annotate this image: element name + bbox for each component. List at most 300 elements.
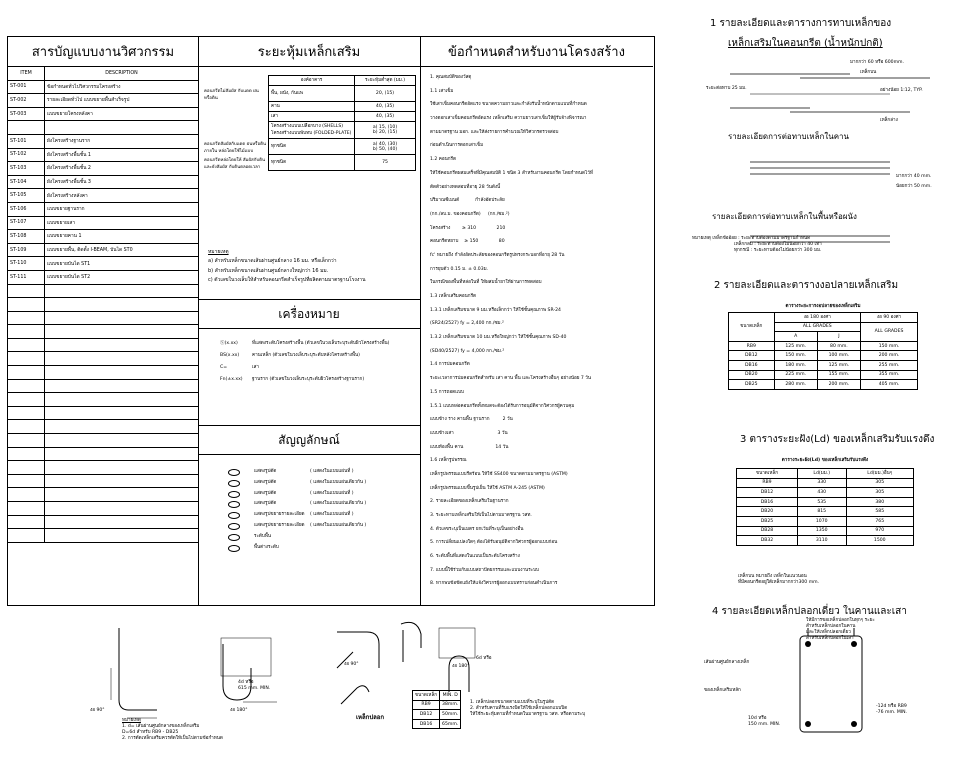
legend-desc: แสดงรูปตัด (254, 501, 277, 507)
symbol-desc: คานเหล็ก (ตัวเลขในวงเล็บระบุระดับหลังโครงสร้างพื้น) (252, 353, 360, 358)
spec-line: 5. การเปลี่ยนแปลงใดๆ ต้องได้รับอนุมัติจากวิศวกรผู้ออกแบบก่อน (430, 540, 558, 546)
legend-row (228, 469, 414, 476)
s4-label-j: -76 mm. MIN. (876, 710, 908, 715)
cover-value: 20, (15) (355, 86, 416, 102)
spec-line: 1.3 เหล็กเสริมคอนกรีต (430, 294, 477, 299)
spec-line: วางตอกเสาเข็มคอนกรีตอัดแรง เหล็กเสริม ความยาวเสาเข็มให้ผู้รับจ้างพิจารณา (430, 116, 587, 122)
spec-line: 1.3.1 เหล็กเสริมขนาด 9 มม.หรือเล็กกว่า ให้ใช้ชั้นคุณภาพ SR-24 (430, 307, 561, 313)
s3-cell-v2: 305 (846, 488, 913, 498)
register-empty-cell (8, 366, 45, 380)
splice-beam-detail (750, 162, 890, 174)
symbol-desc: เสา (252, 365, 259, 370)
s2-h-j: J (817, 332, 860, 342)
s4-label-f: ของเหล็กเสริมหลัก (704, 688, 741, 693)
register-desc: แบบขยายบันได ST1 (45, 257, 199, 271)
cover-row (202, 122, 416, 139)
spec-line: 1.5 การถอดแบบ (430, 389, 464, 395)
cover-value: 40, (35) (355, 102, 416, 112)
s3-table (736, 468, 914, 546)
s1-title-b: เหล็กเสริมในคอนกรีต (น้ำหนักปกติ) (728, 38, 883, 49)
cover-part: พื้น, ผนัง, ก้นแพ (269, 86, 355, 102)
register-col-desc: DESCRIPTION (45, 67, 199, 80)
min-value: 65mm. (440, 719, 461, 729)
register-empty-row (8, 338, 198, 352)
min-h1: ขนาดเหล็ก (413, 691, 440, 701)
register-empty-row (8, 298, 198, 312)
register-desc: แบบขยายฐานราก (45, 202, 199, 216)
register-title: สารบัญแบบงานวิศวกรรม (8, 37, 198, 67)
s1-label-1: มากกว่า 60 หรือ 600mm. (850, 60, 904, 65)
register-row (8, 202, 198, 216)
s3-caption: ตารางระยะฝัง(Ld) ของเหล็กเสริมรับแรงดึง (781, 458, 869, 463)
specs-title: ข้อกำหนดสำหรับงานโครงสร้าง (420, 37, 653, 67)
s3-cell-v1: 330 (797, 478, 846, 488)
hook-note: D=6d สำหรับ RB9 - DB25 (122, 730, 179, 735)
spec-line: 7. แบบนี้ใช้ร่วมกับแบบสถาปัตยกรรมและแบบงานระบบ (430, 567, 539, 573)
spec-line: ระยะเวลาการบ่มคอนกรีตสำหรับ เสา คาน พื้น และโครงสร้างอื่นๆ อย่างน้อย 7 วัน (430, 376, 592, 382)
register-item: ST-002 (8, 94, 45, 108)
register-desc: แบบขยายโครงหลังคา (45, 107, 199, 121)
register-empty-row (8, 515, 198, 529)
legend-desc: แสดงรูปตัด (254, 469, 277, 474)
min-d-table (412, 690, 461, 729)
register-row (8, 162, 198, 176)
s3-cell-bar: DB32 (737, 536, 798, 546)
hook-note: 1. d= เส้นผ่านศูนย์กลางของเหล็กเสริม (122, 724, 200, 729)
s3-row (737, 536, 914, 546)
min-value: 38mm. (440, 700, 461, 710)
register-empty-cell (45, 352, 199, 366)
register-item: ST-003 (8, 107, 45, 121)
cover-group (202, 102, 269, 112)
register-empty-row (8, 502, 198, 516)
cover-notes-title: หมายเหตุ (208, 249, 229, 255)
s2-row (729, 360, 918, 370)
legend-desc: แสดงรูปขยายรายละเอียด (254, 522, 305, 528)
register-empty-cell (8, 515, 45, 529)
dim-4d: 4d หรือ (238, 680, 254, 685)
register-empty-row (8, 434, 198, 448)
cover-group: คอนกรีตไม่สัมผัส กับแดด ฝนหรือดิน (204, 88, 259, 101)
spec-line: ใช้เสาเข็มคอนกรีตอัดแรง ขนาดความยาวและกำลังรับน้ำหนักตามแบบที่กำหนด (430, 102, 587, 108)
hook-90b-detail (337, 632, 379, 704)
dim-6d: 6d หรือ (476, 656, 492, 661)
register-row (8, 230, 198, 244)
s1-notes (692, 236, 952, 254)
spliced-label: เหล็กปลอก (356, 714, 385, 721)
s3-row (737, 488, 914, 498)
register-row (8, 134, 198, 148)
spec-line: ตัดตัวอย่างทดสอบที่อายุ 28 วันดังนี้ (430, 184, 501, 190)
register-empty-cell (45, 366, 199, 380)
register-item: ST-108 (8, 230, 45, 244)
s2-cell-j: 100 mm. (817, 351, 860, 361)
s2-caption: ตารางระยะการงอปลายของเหล็กเสริม (785, 304, 861, 309)
s3-h-c2: Ld(มม.)อื่นๆ (846, 469, 913, 479)
spec-line: 3. ระยะทาบเหล็กเสริมให้เป็นไปตามมาตรฐาน วสท. (430, 513, 532, 518)
spec-line: fc' หมายถึง กำลังอัดประลัยของคอนกรีตรูปทรงกระบอกที่อายุ 28 วัน (430, 252, 565, 258)
register-empty-cell (45, 488, 199, 502)
s3-cell-bar: DB16 (737, 497, 798, 507)
legend-row (228, 523, 414, 530)
s2-row (729, 351, 918, 361)
spec-line: 1.4 การบ่มคอนกรีต (430, 362, 470, 368)
cover-row (202, 139, 416, 155)
hook-details-drawing (7, 608, 647, 758)
s1-label-6: มากกว่า 40 mm. (896, 174, 932, 179)
register-row (8, 175, 198, 189)
register-empty-row (8, 393, 198, 407)
s2-cell-bar: DB12 (729, 351, 775, 361)
register-desc: รายละเอียดทั่วไป แบบขยายพื้นสำเร็จรูป (45, 94, 199, 108)
register-empty-cell (8, 434, 45, 448)
min-bar: RB9 (413, 700, 440, 710)
register-item: ST-101 (8, 134, 45, 148)
register-row (8, 243, 198, 257)
s2-cell-a: 125 mm. (774, 341, 817, 351)
register-desc: ผังโครงสร้างหลังคา (45, 189, 199, 203)
specs-column (420, 37, 653, 605)
register-row (8, 148, 198, 162)
s2-cell-j: 80 mm. (817, 341, 860, 351)
cover-value: 40, (35) (355, 112, 416, 122)
spec-line: คอนกรีตหยาบ ≥ 150 80 (430, 239, 505, 245)
s1-sub-beam: รายละเอียดการต่อทาบเหล็กในคาน (728, 132, 850, 141)
s3-cell-bar: DB28 (737, 526, 798, 536)
s4-label-e: เส้นผ่านศูนย์กลางเหล็ก (704, 660, 750, 665)
s3-cell-v2: 765 (846, 516, 913, 526)
spec-line: 2. รายละเอียดของเหล็กเสริมในฐานราก (430, 499, 509, 505)
register-empty-row (8, 488, 198, 502)
spec-line: 1.3.2 เหล็กเสริมขนาด 10 มม.หรือใหญ่กว่า ให้ใช้ชั้นคุณภาพ SD-40 (430, 335, 567, 341)
register-empty-cell (45, 447, 199, 461)
register-empty-cell (8, 284, 45, 298)
spec-line: 1. คุณสมบัติของวัสดุ (430, 75, 472, 80)
s1-label-3: ระยะต่อทาบ 25 มม. (706, 86, 747, 91)
register-desc: แบบขยายเสา (45, 216, 199, 230)
symbol-glyph: Ⓢ(x.xx) (220, 341, 238, 346)
cover-value: 75 (355, 155, 416, 171)
spec-line: (กก./ลบ.ม. ของคอนกรีต) (กก./ซม.²) (430, 211, 510, 217)
symbol-row (220, 377, 416, 383)
s3-cell-bar: RB9 (737, 478, 798, 488)
register-empty-cell (45, 298, 199, 312)
hook-notes-title: หมายเหตุ (122, 718, 141, 723)
s2-cell-j: 125 mm. (817, 360, 860, 370)
spec-line: ปริมาณซีเมนต์ กำลังอัดประลัย (430, 198, 505, 204)
s2-cell-g90: 355 mm. (861, 370, 918, 380)
register-empty-cell (8, 529, 45, 543)
s4-label-g: 10d หรือ (748, 716, 767, 721)
symbol-desc: ฐานราก (ตัวเลขในวงเล็บระบุระดับผิวโครงสร้างฐานราก) (252, 377, 365, 382)
s1-label-4: อย่างน้อย 1:12, TYP. (880, 88, 923, 93)
specs-list (430, 75, 648, 595)
s2-h-all-2: ALL GRADES (861, 322, 918, 341)
spec-line: 1.6 เหล็กรูปพรรณ (430, 458, 467, 464)
legend-row (228, 512, 414, 519)
s2-row (729, 341, 918, 351)
legend-ref: ( แสดงในแบบแผ่นเดียวกัน ) (310, 501, 367, 507)
s4-label-i: -12d หรือ RB9 (876, 704, 907, 709)
s3-cell-v2: 305 (846, 478, 913, 488)
hook90-label: งอ 90° (90, 708, 105, 713)
register-empty-cell (8, 338, 45, 352)
min-bar: DB12 (413, 710, 440, 720)
cover-note: a) สำหรับเหล็กขนาดเส้นผ่านศูนย์กลาง 16 มม. หรือเล็กกว่า (208, 258, 337, 265)
legend-ref: ( แสดงในแบบแผ่นที่ ) (310, 469, 354, 474)
symbol-glyph: Fn(±x.xx) (220, 377, 243, 382)
s2-cell-a: 280 mm. (774, 380, 817, 390)
s2-cell-bar: DB16 (729, 360, 775, 370)
spec-line: (SD40/2527) fy = 4,000 กก./ซม.² (430, 348, 505, 354)
legend-row (228, 480, 414, 487)
s2-cell-g90: 150 mm. (861, 341, 918, 351)
legend-symbol-icon (228, 545, 240, 552)
hook-180-detail (221, 638, 277, 702)
register-empty-row (8, 447, 198, 461)
cover-col-part: องค์อาคาร (269, 76, 355, 86)
register-empty-row (8, 311, 198, 325)
spec-line: 1.5.1 แบบหล่อคอนกรีตทั้งหมดจะต้องได้รับการอนุมัติจากวิศวกรผู้ควบคุม (430, 403, 575, 409)
s3-note: ที่มีคอนกรีตอยู่ใต้เหล็กมากกว่า300 mm. (738, 580, 820, 585)
s4-label-h: 150 mm. MIN. (748, 722, 781, 727)
register-item: ST-110 (8, 257, 45, 271)
s4-label: สำหรับเหล็กปลอกในคาน (806, 624, 856, 629)
register-empty-row (8, 366, 198, 380)
register-empty-row (8, 406, 198, 420)
spec-line: (SR24/2527) fy = 2,400 กก./ซม.² (430, 321, 504, 327)
s1-note: หมายเหตุ เหล็กข้ออ้อย : ระยะทาบต้องตามมาตรฐานกำหนด (692, 236, 811, 241)
s3-row (737, 516, 914, 526)
s3-cell-v1: 1350 (797, 526, 846, 536)
register-empty-row (8, 474, 198, 488)
register-item: ST-103 (8, 162, 45, 176)
s3-note: เหล็กบน หมายถึง เหล็กในแนวนอน (738, 574, 807, 579)
s4-notes (806, 618, 956, 642)
register-empty-cell (8, 298, 45, 312)
legend-ref: ( แสดงในแบบแผ่นที่ ) (310, 490, 354, 496)
spec-line: 8. หากพบข้อขัดแย้งให้แจ้งวิศวกรผู้ออกแบบทราบก่อนดำเนินการ (430, 581, 558, 587)
s3-cell-v2: 380 (846, 497, 913, 507)
register-row (8, 216, 198, 230)
s3-row (737, 526, 914, 536)
s2-cell-a: 180 mm. (774, 360, 817, 370)
register-empty-cell (45, 393, 199, 407)
register-empty-cell (45, 529, 199, 543)
symbol-row (220, 341, 416, 347)
s3-cell-v1: 1070 (797, 516, 846, 526)
spec-line: เหล็กรูปพรรณแบบรีดร้อน ให้ใช้ SS400 ขนาดตามมาตรฐาน (ASTM) (430, 471, 568, 477)
hook-90-detail (111, 628, 157, 718)
register-row (8, 121, 198, 135)
symbol-row (220, 353, 416, 359)
register-item: ST-109 (8, 243, 45, 257)
s2-cell-a: 150 mm. (774, 351, 817, 361)
spec-line: โครงสร้าง ≥ 310 210 (430, 225, 506, 231)
min-row (413, 700, 461, 710)
cover-part: คาน (269, 102, 355, 112)
legend-symbol-icon (228, 501, 240, 508)
register-row (8, 189, 198, 203)
s1-note: เหล็กกลม : ระยะทาบต้องไม่น้อยกว่า 40 เท่า (734, 242, 822, 247)
s3-row (737, 507, 914, 517)
spec-line: ในกรณีของพื้นที่หล่อในที่ ให้ผสมน้ำยาให้ผ่านการทดสอบ (430, 280, 542, 286)
register-empty-cell (45, 379, 199, 393)
register-row (8, 107, 198, 121)
cover-row (202, 155, 416, 171)
legend-row (228, 491, 414, 498)
s3-cell-v1: 815 (797, 507, 846, 517)
register-empty-row (8, 529, 198, 543)
s2-cell-bar: DB25 (729, 380, 775, 390)
register-empty-cell (8, 393, 45, 407)
register-item (8, 121, 45, 135)
register-empty-cell (45, 325, 199, 339)
hook90b-label: งอ 90° (344, 662, 359, 667)
register-empty-row (8, 284, 198, 298)
cover-group (202, 112, 269, 122)
register-desc: ผังโครงสร้างพื้นชั้น 1 (45, 148, 199, 162)
register-empty-row (8, 420, 198, 434)
legend-symbol-icon (228, 491, 240, 498)
register-desc: แบบขยายบันได ST2 (45, 270, 199, 284)
cover-part: เสา (269, 112, 355, 122)
stirrup-notes (470, 700, 650, 718)
s1-label-5: เหล็กล่าง (880, 118, 898, 123)
legend-ref: ( แสดงในแบบแผ่นที่ ) (310, 512, 354, 518)
register-item: ST-001 (8, 80, 45, 94)
s2-cell-a: 225 mm. (774, 370, 817, 380)
s4-label: และให้เหล็กปลอกเดี่ยว (806, 630, 851, 635)
spec-line: ตามมาตรฐาน มอก. และให้ส่งรายการคำนวณให้วิศวกรตรวจสอบ (430, 129, 559, 135)
cover-part: ทุกชนิด (269, 139, 355, 155)
drawing-frame (7, 36, 655, 606)
symbol-desc: ที่แสดงระดับโครงสร้างพื้น (ตัวเลขในวงเล็บระบุระดับผิวโครงสร้างพื้น) (252, 341, 390, 346)
cover-group: คอนกรีตหล่อโดยให้ สัมผัสกับดินและยังสัมผัส กับดินตลอดเวลา (204, 157, 266, 170)
register-column (8, 37, 199, 605)
cover-part: โครงสร้างแบบเปลือกบาง (SHELLS) โครงสร้างแบบพับทบ (FOLDED-PLATE) (269, 122, 355, 139)
s2-row (729, 370, 918, 380)
cover-group: คอนกรีตสัมผัสกับแดด ฝนหรือดินภายใน หล่อโดยใช้ไม้แบบ (204, 141, 266, 154)
symbols-title: เครื่องหมาย (198, 299, 420, 329)
s3-row (737, 478, 914, 488)
spec-line: ให้ใช้คอนกรีตผสมเสร็จที่มีคุณสมบัติ 1 ชนิด 3 สำหรับงานคอนกรีต โดยกำหนดไว้ที่ (430, 170, 593, 176)
legend-desc: ระดับพื้น (254, 533, 272, 539)
register-item: ST-105 (8, 189, 45, 203)
legend-desc: แสดงรูปตัด (254, 490, 277, 496)
register-empty-cell (8, 311, 45, 325)
s2-h-bar: ขนาดเหล็ก (729, 313, 775, 342)
register-empty-cell (8, 420, 45, 434)
s3-cell-v2: 970 (846, 526, 913, 536)
register-empty-cell (45, 461, 199, 475)
cover-row (202, 102, 416, 112)
cover-value: a) 15, (10) b) 20, (15) (355, 122, 416, 139)
register-item: ST-111 (8, 270, 45, 284)
legend-symbol-icon (228, 469, 240, 476)
register-empty-row (8, 461, 198, 475)
register-empty-cell (45, 502, 199, 516)
hook-180b-detail (401, 622, 475, 692)
register-desc (45, 121, 199, 135)
legend-ref: ( แสดงในแบบแผ่นเดียวกัน ) (310, 522, 367, 528)
min-row (413, 710, 461, 720)
register-table (8, 67, 198, 543)
s2-h-a: A (774, 332, 817, 342)
s2-table-wrap (728, 304, 918, 404)
cover-group (202, 122, 269, 139)
min-bar: DB16 (413, 719, 440, 729)
s2-h-all: ALL GRADES (774, 322, 860, 332)
spec-line: แบบข้าง ราง คานพื้น ฐานราก 2 วัน (430, 417, 513, 423)
single-stirrup-drawing (788, 624, 878, 744)
symbol-glyph: BS(x.xx) (220, 353, 240, 358)
stirrup-note: 1. เหล็กปลอกขนาดตามแบบที่ระบุในรูปตัด (470, 700, 555, 705)
legend-row (228, 534, 414, 541)
spec-line: แบบท้องพื้น คาน 14 วัน (430, 444, 509, 450)
cover-row (202, 86, 416, 102)
symbol-row (220, 365, 416, 371)
register-empty-row (8, 379, 198, 393)
s1-note: ทุกกรณี : ระยะทาบต้องไม่น้อยกว่า 300 มม. (734, 248, 822, 253)
legend-symbol-icon (228, 523, 240, 530)
s2-cell-g90: 255 mm. (861, 360, 918, 370)
register-empty-cell (8, 352, 45, 366)
spec-line: 6. ระดับพื้นที่แสดงในแบบเป็นระดับโครงสร้าง (430, 554, 520, 560)
s3-title: 3 ตารางระยะฝัง(Ld) ของเหล็กเสริมรับแรงดึง (740, 434, 935, 445)
register-desc: ผังโครงสร้างพื้นชั้น 3 (45, 175, 199, 189)
legend-symbol-icon (228, 534, 240, 541)
cover-table (202, 75, 416, 171)
cover-notes (208, 249, 414, 284)
register-desc: ข้อกำหนดทั่วไปวิศวกรรมโครงสร้าง (45, 80, 199, 94)
s3-cell-v2: 1500 (846, 536, 913, 546)
s2-cell-j: 155 mm. (817, 370, 860, 380)
legend-row (228, 545, 414, 552)
cover-value: a) 40, (30) b) 50, (40) (355, 139, 416, 155)
min-h2: MIN. D (440, 691, 461, 701)
s2-h-g2: งอ 90 องศา (861, 313, 918, 323)
register-desc: ผังโครงสร้างฐานราก (45, 134, 199, 148)
register-row (8, 257, 198, 271)
s4-label: สำหรับเหล็กปลอกในเสา (806, 636, 854, 641)
legend-list (228, 469, 414, 555)
s2-title: 2 รายละเอียดและตารางงอปลายเหล็กเสริม (714, 280, 899, 291)
s2-h-g1: งอ 180 องศา (774, 313, 860, 323)
s2-cell-bar: RB9 (729, 341, 775, 351)
register-empty-cell (8, 474, 45, 488)
hook-note: 2. การตัดเหล็กเสริมควรตัดให้เป็นไปตามข้อกำหนด (122, 736, 223, 741)
cover-part: ทุกชนิด (269, 155, 355, 171)
s3-cell-v2: 585 (846, 507, 913, 517)
s3-cell-v1: 535 (797, 497, 846, 507)
cover-col-cover: ระยะหุ้มต่ำสุด (มม.) (355, 76, 416, 86)
hook-notes (122, 718, 322, 742)
symbol-glyph: C= (220, 365, 228, 370)
s2-table (728, 312, 918, 390)
legend-desc: แสดงรูปขยายรายละเอียด (254, 512, 305, 518)
legend-desc: แสดงรูปตัด (254, 479, 277, 485)
register-desc: แบบขยายพื้น, ติดตั้ง I-BEAM, บันได ST0 (45, 243, 199, 257)
register-empty-cell (45, 311, 199, 325)
s2-cell-g90: 405 mm. (861, 380, 918, 390)
hook180b-label: งอ 180° (452, 664, 470, 669)
s4-title: 4 รายละเอียดเหล็กปลอกเดี่ยว ในคานและเสา (712, 606, 907, 617)
legend-symbol-icon (228, 512, 240, 519)
min-value: 50mm. (440, 710, 461, 720)
register-empty-cell (8, 406, 45, 420)
register-empty-cell (45, 420, 199, 434)
